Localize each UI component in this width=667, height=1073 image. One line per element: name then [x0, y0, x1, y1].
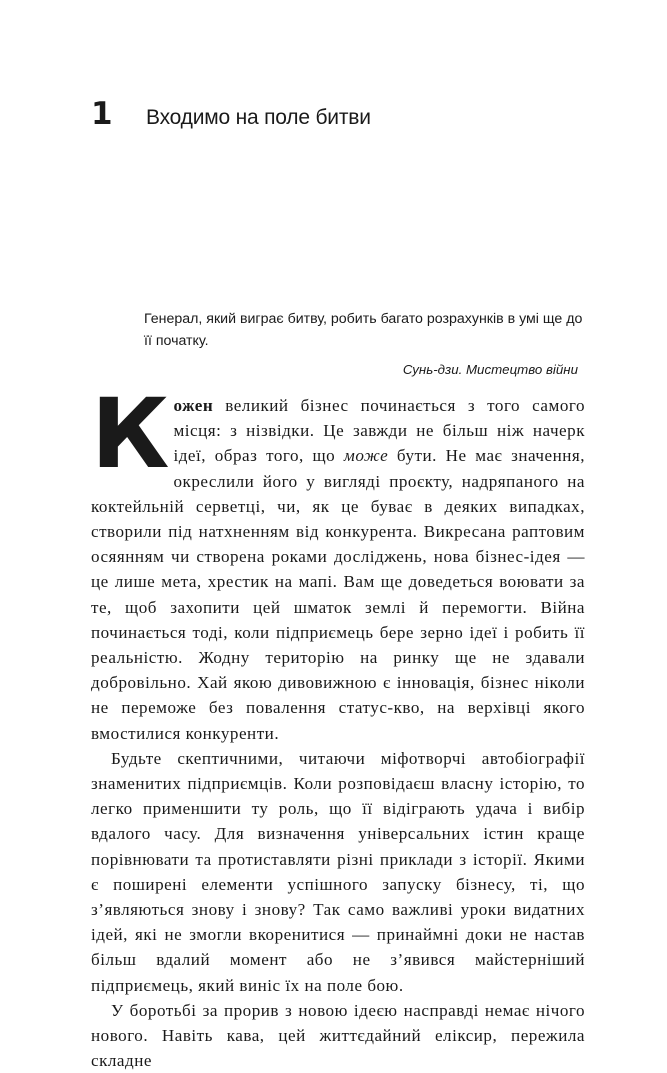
paragraph-1-text-a: великий бізнес починається з того самого місця: з нізвідки. Це завжди не більш ніж начерк ідеї, образ того, що [173, 396, 585, 466]
paragraph-1-text-b: бути. Не має значення, окреслили його у вигляді проєкту, надряпаного на коктейльній серветці, чи, як це буває в деяких випадках, створили під натхненням від конкурента. Викресана раптовим осяянням чи створена роками досліджень, нова бізнес-ідея — це лише мета, хрестик на мапі. Вам ще доведеться воювати за те, щоб захопити цей шматок землі й перемогти. Війна починається тоді, коли підприємець бере зерно ідеї і робить її реальністю. Жодну територію на ринку ще не здавали добровільно. Хай якою дивовижною є інновація, бізнес ніколи не переможе без повалення статус-кво, на верхівці якого вмостилися конкуренти. [91, 446, 585, 743]
paragraph-1 [91, 378, 585, 746]
emphasis-word: може [343, 446, 389, 466]
epigraph-quote: Генерал, який виграє битву, робить багато розрахунків в умі ще до її початку. [144, 311, 583, 349]
paragraph-2: Будьте скептичними, читаючи міфотворчі автобіографії знаменитих підприємців. Коли розповідаєш власну історію, то легко применшити ту роль, що її відіграють удача і вибір вдалого часу. Для визначення універсальних істин краще порівнювати та протиставляти різні приклади з історії. Якими є поширені елементи успішного запуску бізнесу, ті, що з’являються знову і знову? Так само важливі уроки видатних ідей, які не змогли вкоренитися — принаймні доки не настав більш вдалий момент або не з’явився майстерніший підприємець, який виніс їх на поле бою. [91, 748, 585, 995]
chapter-number: 1 [91, 96, 113, 132]
lead-word: ожен [173, 396, 214, 415]
dropcap-letter: К [91, 378, 170, 490]
epigraph-source: Сунь-дзи. Мистецтво війни [402, 362, 578, 377]
paragraph-3: У боротьбі за прорив з новою ідеєю насправді немає нічого нового. Навіть кава, цей життєдайний еліксир, пережила складне [91, 1000, 585, 1071]
epigraph [144, 308, 584, 381]
chapter-body [91, 378, 585, 1073]
chapter-title: Входимо на поле битви [146, 106, 371, 129]
chapter-header [91, 96, 371, 132]
